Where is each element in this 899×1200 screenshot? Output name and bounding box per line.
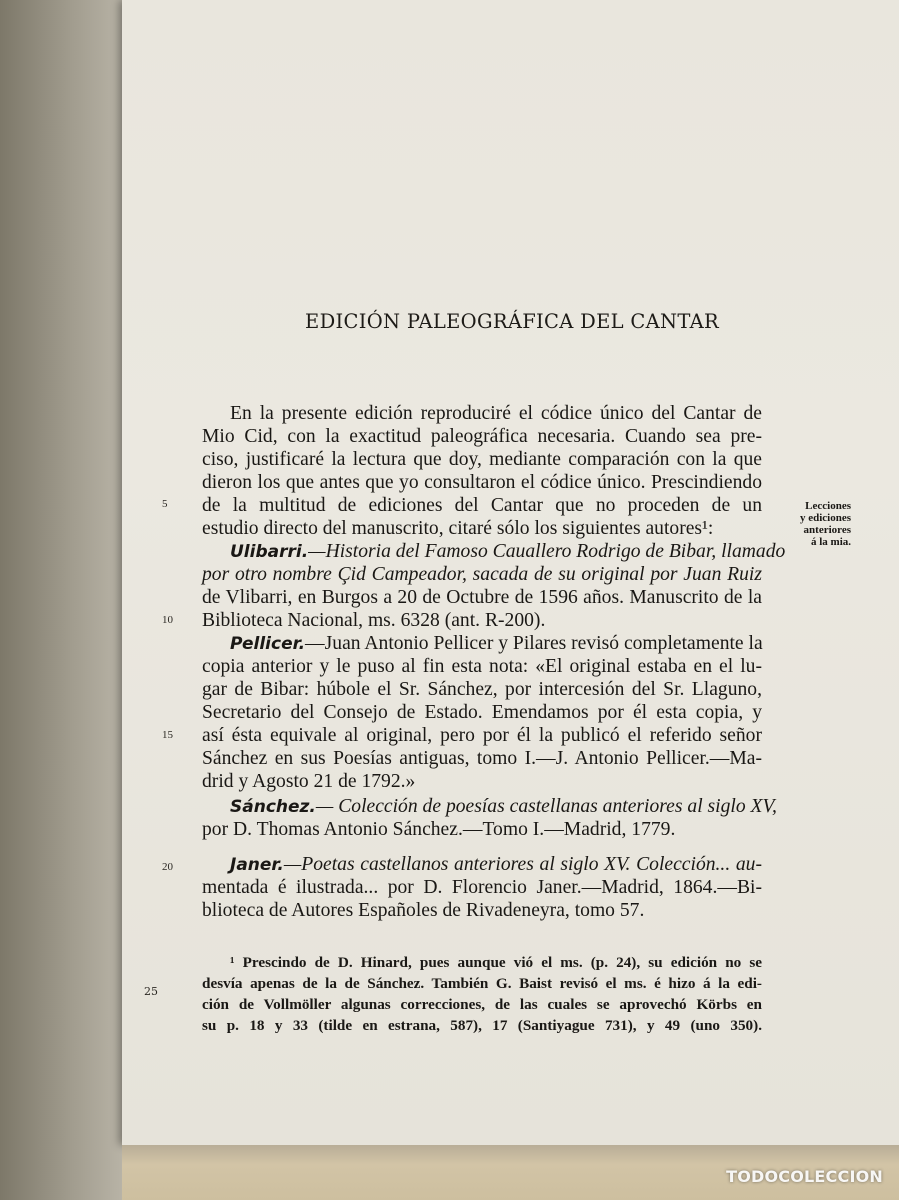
margin-note-line: Lecciones bbox=[805, 500, 851, 512]
text-line: de Vlibarri, en Burgos a 20 de Octubre de 1596 años. Manuscrito de la bbox=[202, 587, 762, 608]
entry-text: — Colección de poesías castellanas anteriores al siglo XV, bbox=[315, 796, 777, 817]
text-line: copia anterior y le puso al fin esta nota: «El original estaba en el lu- bbox=[202, 656, 762, 677]
line-number: 5 bbox=[162, 498, 168, 510]
line-number: 25 bbox=[144, 985, 158, 998]
entry-first-line bbox=[202, 853, 762, 876]
page-title: EDICIÓN PALEOGRÁFICA DEL CANTAR bbox=[305, 310, 719, 333]
entry-text: —Juan Antonio Pellicer y Pilares revisó completamente la bbox=[305, 633, 763, 654]
text-line: Secretario del Consejo de Estado. Emendamos por él esta copia, y bbox=[202, 702, 762, 723]
entry-first-line bbox=[202, 540, 786, 563]
entry-text: —Poetas castellanos anteriores al siglo XV. Colección... au- bbox=[283, 854, 762, 875]
text-line: Biblioteca Nacional, ms. 6328 (ant. R-200). bbox=[202, 610, 546, 631]
text-line: de la multitud de ediciones del Cantar que no proceden de un bbox=[202, 495, 762, 516]
footnote bbox=[202, 952, 762, 1036]
margin-note-line: y ediciones bbox=[799, 512, 851, 524]
text-line: por D. Thomas Antonio Sánchez.—Tomo I.—Madrid, 1779. bbox=[202, 819, 676, 840]
line-number: 15 bbox=[162, 729, 173, 741]
footnote-line: ¹ Prescindo de D. Hinard, pues aunque vió el ms. (p. 24), su edición no se bbox=[230, 954, 762, 971]
footnote-line: su p. 18 y 33 (tilde en estrana, 587), 17 (Santiyague 731), y 49 (uno 350). bbox=[202, 1017, 762, 1034]
entry-name: Sánchez. bbox=[230, 797, 316, 817]
text-line: Mio Cid, con la exactitud paleográfica necesaria. Cuando sea pre- bbox=[202, 426, 762, 447]
entry-janer bbox=[202, 853, 762, 922]
entry-name: Pellicer. bbox=[230, 634, 306, 654]
text-line: drid y Agosto 21 de 1792.» bbox=[202, 771, 416, 792]
text-line: estudio directo del manuscrito, citaré sólo los siguientes autores¹: bbox=[202, 518, 714, 539]
line-number: 10 bbox=[162, 614, 173, 626]
footnote-line: desvía apenas de la de Sánchez. También G. Baist revisó el ms. é hizo á la edi- bbox=[202, 975, 762, 992]
watermark-logo: TODOCOLECCION bbox=[726, 1167, 883, 1186]
text-line: gar de Bibar: húbole el Sr. Sánchez, por intercesión del Sr. Llaguno, bbox=[202, 679, 762, 700]
entry-text: —Historia del Famoso Cauallero Rodrigo de Bibar, llamado bbox=[308, 541, 786, 562]
entry-sanchez bbox=[202, 795, 777, 841]
text-line: por otro nombre Çid Campeador, sacada de su original por Juan Ruiz bbox=[202, 564, 762, 585]
book-page bbox=[122, 0, 899, 1145]
text-line: Sánchez en sus Poesías antiguas, tomo I.—J. Antonio Pellicer.—Ma- bbox=[202, 748, 762, 769]
entry-first-line bbox=[202, 632, 762, 655]
text-line: En la presente edición reproduciré el códice único del Cantar de bbox=[230, 403, 762, 424]
entry-name: Janer. bbox=[230, 855, 284, 875]
margin-note-line: á la mia. bbox=[810, 536, 851, 548]
text-line: blioteca de Autores Españoles de Rivadeneyra, tomo 57. bbox=[202, 900, 645, 921]
footnote-line: ción de Vollmöller algunas correcciones, de las cuales se aprovechó Körbs en bbox=[202, 996, 762, 1013]
text-line: mentada é ilustrada... por D. Florencio Janer.—Madrid, 1864.—Bi- bbox=[202, 877, 762, 898]
paragraph-intro bbox=[202, 402, 762, 540]
book-gutter-shadow bbox=[0, 0, 122, 1200]
margin-note-line: anteriores bbox=[803, 524, 851, 536]
entry-pellicer bbox=[202, 632, 762, 793]
margin-note bbox=[767, 500, 851, 548]
line-number: 20 bbox=[162, 861, 173, 873]
entry-name: Ulibarri. bbox=[230, 542, 309, 562]
text-line: ciso, justificaré la lectura que doy, mediante comparación con la que bbox=[202, 449, 762, 470]
text-line: así ésta equivale al original, pero por él la publicó el referido señor bbox=[202, 725, 762, 746]
text-line: dieron los que antes que yo consultaron el códice único. Prescindiendo bbox=[202, 472, 762, 493]
entry-first-line bbox=[202, 795, 777, 818]
entry-ulibarri bbox=[202, 540, 786, 632]
